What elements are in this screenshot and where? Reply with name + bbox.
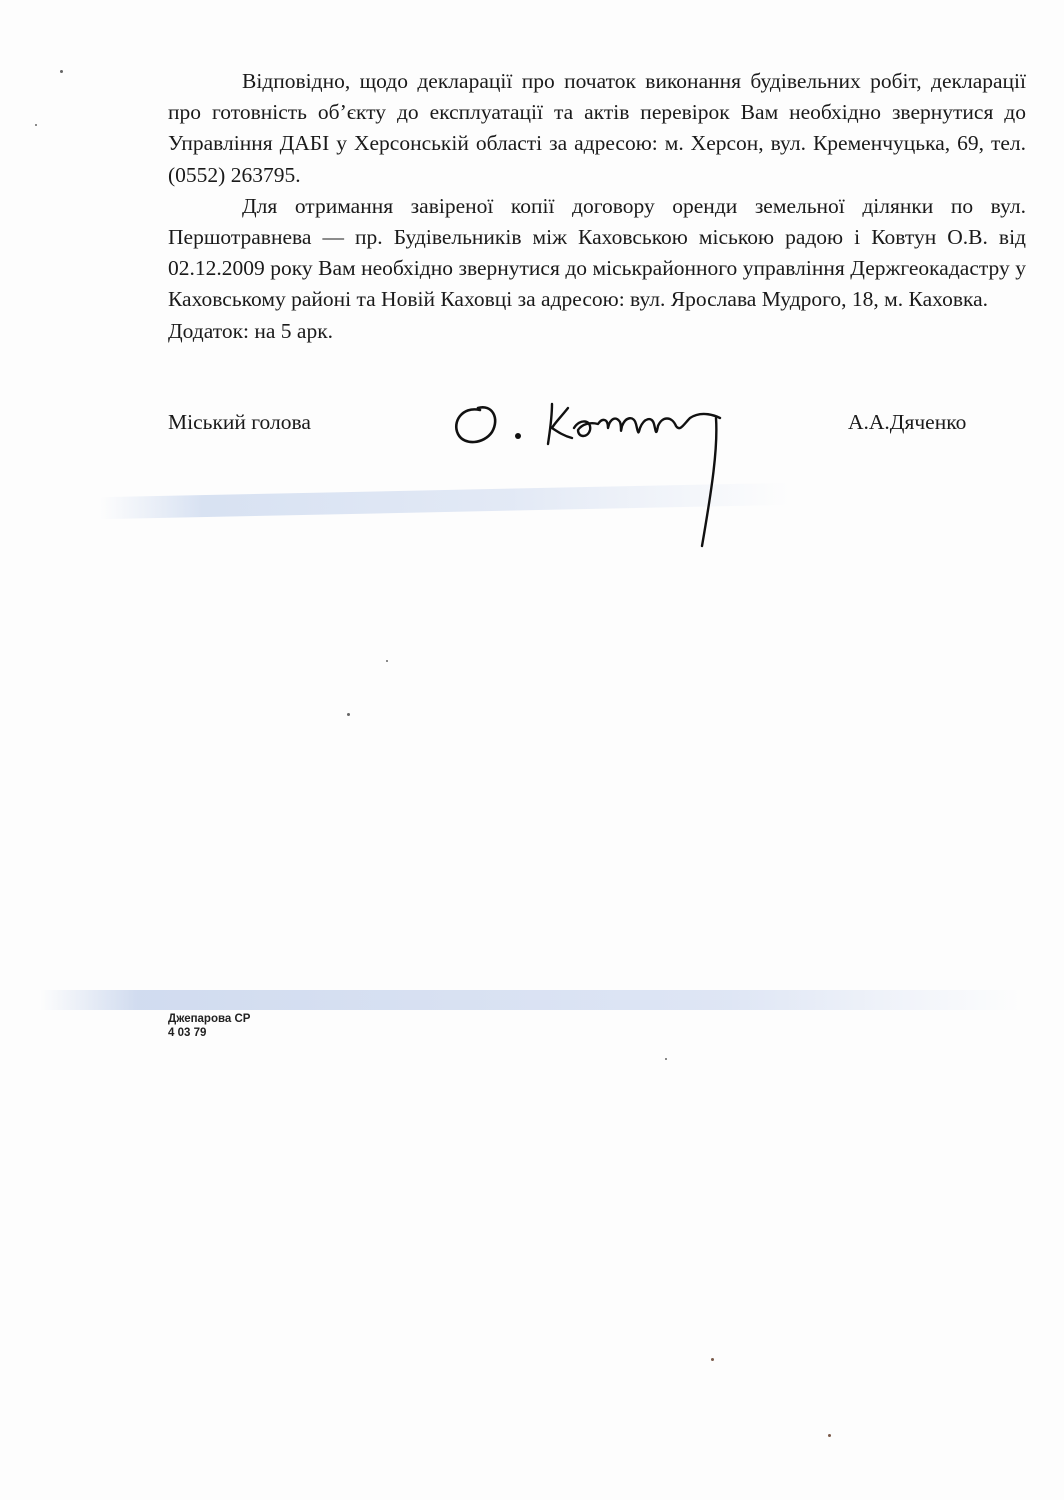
handwritten-signature	[440, 388, 740, 558]
scan-artifact-stripe	[40, 990, 1020, 1010]
scan-speck	[35, 124, 37, 126]
scan-speck	[60, 70, 63, 73]
executor-info	[168, 1012, 250, 1040]
signatory-title: Міський голова	[168, 410, 311, 434]
scan-speck	[347, 713, 350, 716]
signatory-name: А.А.Дяченко	[848, 410, 967, 434]
scan-speck	[386, 660, 388, 662]
executor-phone: 4 03 79	[168, 1027, 207, 1039]
attachment-note: Додаток: на 5 арк.	[168, 318, 334, 343]
letter-body	[168, 66, 1026, 347]
executor-name: Джепарова СР	[168, 1013, 251, 1025]
scan-speck	[711, 1358, 714, 1361]
paragraph-dabi: Відповідно, щодо декларації про початок виконання будівельних робіт, декларації про готовність об’єкту до експлуатації та актів перевірок Вам необхідно звернутися до Управління ДАБІ у Херсонській області за адресою: м. Херсон, вул. Кременчуцька, 69, тел. (0552) 263795.	[168, 69, 1026, 187]
paragraph-lease: Для отримання завіреної копії договору оренди земельної ділянки по вул. Першотравнева — пр. Будівельників між Каховською міською радою і Ковтун О.В. від 02.12.2009 року Вам необхідно звернутися до міськрайонного управління Держгеокадастру у Каховському районі та Новій Каховці за адресою: вул. Ярослава Мудрого, 18, м. Каховка.	[168, 193, 1026, 312]
scan-speck	[665, 1058, 667, 1060]
scan-speck	[828, 1434, 831, 1437]
